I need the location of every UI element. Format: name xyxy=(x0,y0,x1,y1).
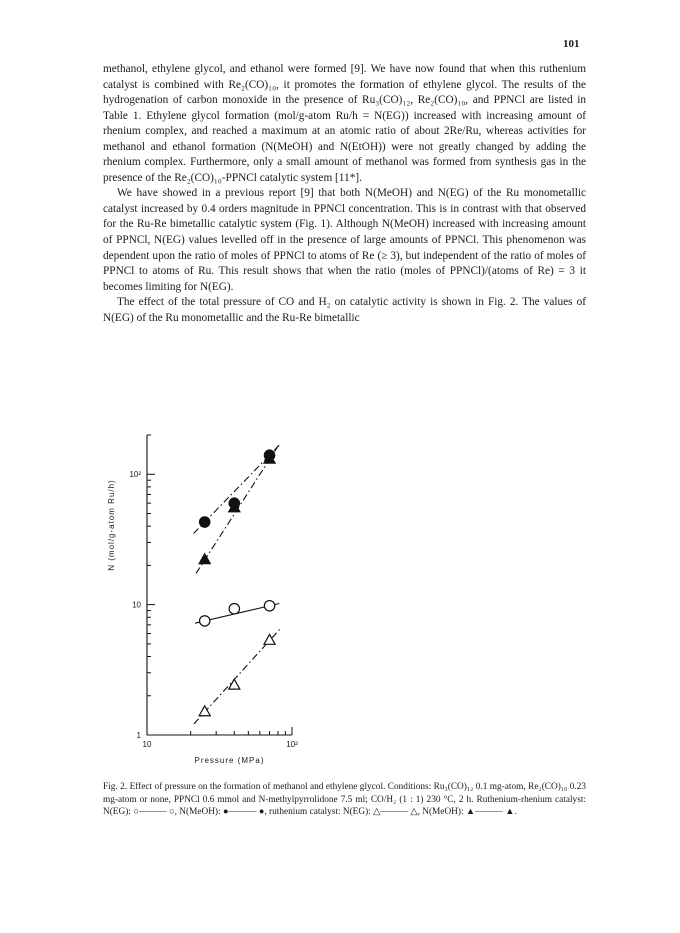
y-tick-label: 1 xyxy=(136,731,141,740)
figure xyxy=(100,415,340,775)
paragraph: We have showed in a previous report [9] that both N(MeOH) and N(EG) of the Ru monometallic catalyst increased by 0.4 orders magnitude in PPNCl concentration. This is in contrast with that observed for the Ru-Re bimetallic catalytic system (Fig. 1). Although N(MeOH) increased with increasing amount of PPNCl, N(EG) values levelled off in the presence of large amounts of PPNCl. This phenomenon was dependent upon the ratio of moles of PPNCl to atoms of Re (≥ 3), but independent of the ratio of moles of PPNCl to atoms of Ru. This result shows that when the ratio (moles of PPNCl)/(atoms of Re) = 3 it becomes limiting for N(EG). xyxy=(103,187,586,293)
page-number: 101 xyxy=(563,38,580,50)
paragraph: methanol, ethylene glycol, and ethanol were formed [9]. We have now found that when this ruthenium catalyst is combined with Re₂(CO)₁₀, it promotes the formation of ethylene glycol. The results of the hydrogenation of carbon monoxide in the presence of Ru₃(CO)₁₂, Re₂(CO)₁₀, and PPNCl are listed in Table 1. Ethylene glycol formation (mol/g-atom Ru/h = N(EG)) increased with increasing amount of rhenium complex, and reached a maximum at an atomic ratio of about 2Re/Ru, whereas activities for methanol and ethanol formation (N(MeOH) and N(EtOH)) were not greatly changed by adding the rhenium complex. Furthermore, only a small amount of methanol was formed from synthesis gas in the presence of the Re₂(CO)₁₀-PPNCl catalytic system [11*]. xyxy=(103,63,586,184)
pressure-chart xyxy=(100,415,340,775)
y-tick-label: 10 xyxy=(132,600,141,610)
x-axis-label: Pressure (MPa) xyxy=(194,756,265,765)
figure-caption: Fig. 2. Effect of pressure on the formation of methanol and ethylene glycol. Conditions: Ru₃(CO)₁₂ 0.1 mg-atom, Re₂(CO)₁₀ 0.23 mg-atom or none, PPNCl 0.6 mmol and N-methylpyrrolidone 7.5 ml; CO/H₂ (1 : 1) 230 °C, 2 h. Ruthenium-rhenium catalyst: N(EG): ○——— ○, N(MeOH): ●——— ●, ruthenium catalyst: N(EG): △——— △, N(MeOH): ▲——— ▲. xyxy=(103,782,586,817)
y-tick-label: 10² xyxy=(129,470,141,480)
data-point xyxy=(229,604,239,614)
data-point xyxy=(200,517,210,527)
body-text xyxy=(103,62,586,326)
data-point xyxy=(200,616,210,626)
x-tick-label: 10 xyxy=(142,740,152,749)
data-point xyxy=(199,706,210,716)
data-point xyxy=(264,601,274,611)
x-tick-label: 10² xyxy=(286,740,298,749)
y-axis-label: N (mol/g-atom Ru/h) xyxy=(107,479,116,571)
paragraph: The effect of the total pressure of CO and H₂ on catalytic activity is shown in Fig. 2. The values of N(EG) of the Ru monometallic and the Ru-Re bimetallic xyxy=(103,296,586,324)
data-point xyxy=(199,554,210,564)
